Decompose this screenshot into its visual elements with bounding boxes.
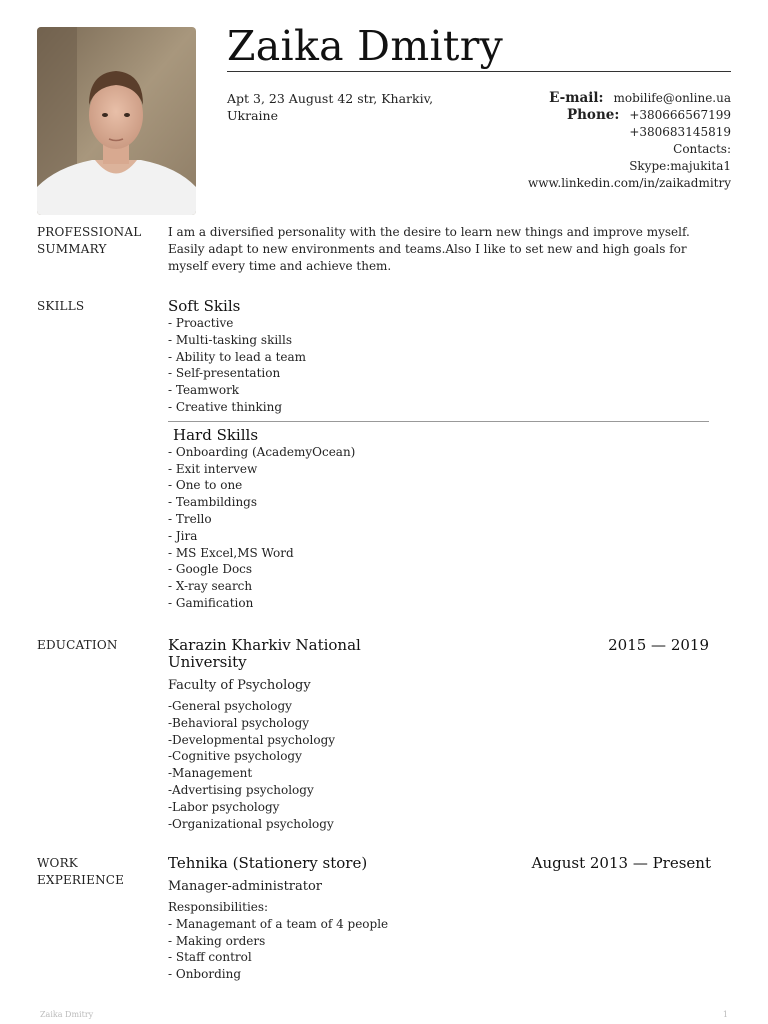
list-item: - Ability to lead a team — [168, 349, 307, 364]
soft-skills-title: Soft Skils — [168, 297, 241, 315]
duties-list — [168, 916, 711, 983]
contacts-label: Contacts: — [673, 142, 731, 156]
skills-section — [168, 298, 709, 612]
work-section — [168, 855, 711, 983]
phone-value-2[interactable]: +380683145819 — [629, 125, 731, 139]
courses-list — [168, 698, 709, 832]
work-label-line-1: WORK — [37, 856, 78, 870]
list-item: -Organizational psychology — [168, 816, 334, 831]
education-header — [168, 637, 709, 671]
school-name-line-2: University — [168, 653, 247, 671]
list-item: -Labor psychology — [168, 799, 280, 814]
skills-divider — [168, 421, 709, 422]
hard-skills-title: Hard Skills — [173, 425, 259, 444]
footer-page-number: 1 — [722, 1010, 728, 1019]
linkedin-link[interactable]: www.linkedin.com/in/zaikadmitry — [528, 176, 731, 190]
summary-line-2: Easily adapt to new environments and teams.Also I like to set new and high goals for — [168, 242, 687, 256]
list-item: - Trello — [168, 511, 212, 526]
list-item: -Cognitive psychology — [168, 749, 302, 764]
list-item: -Behavioral psychology — [168, 715, 310, 730]
list-item: -Developmental psychology — [168, 732, 336, 747]
skills-label: SKILLS — [37, 299, 85, 313]
phone-value-1[interactable]: +380666567199 — [629, 108, 731, 122]
work-dates: August 2013 — Present — [531, 854, 711, 872]
address-line-1: Apt 3, 23 August 42 str, Kharkiv, — [227, 91, 434, 106]
address-line-2: Ukraine — [227, 108, 278, 123]
list-item: - Self-presentation — [168, 366, 281, 381]
list-item: - Jira — [168, 528, 198, 543]
list-item: - Gamification — [168, 595, 254, 610]
list-item: -Advertising psychology — [168, 782, 314, 797]
list-item: - Exit intervew — [168, 461, 258, 476]
phone-row — [431, 107, 731, 124]
candidate-name: Zaika Dmitry — [227, 22, 504, 70]
list-item: - Google Docs — [168, 562, 253, 577]
portrait-image — [37, 27, 196, 215]
job-title: Manager-administrator — [168, 879, 323, 894]
profile-photo — [37, 27, 196, 215]
hard-skills-list — [168, 444, 709, 612]
list-item: - Multi-tasking skills — [168, 332, 293, 347]
company-name: Tehnika (Stationery store) — [168, 854, 368, 872]
work-label-line-2: EXPERIENCE — [37, 873, 125, 887]
email-row — [431, 90, 731, 107]
footer-name: Zaika Dmitry — [40, 1010, 94, 1019]
list-item: - Making orders — [168, 933, 266, 948]
list-item: - One to one — [168, 478, 243, 493]
summary-line-3: myself every time and achieve them. — [168, 259, 392, 273]
education-section — [168, 637, 709, 832]
contact-block — [431, 90, 731, 192]
soft-skills-list — [168, 315, 709, 416]
list-item: - Onbording — [168, 967, 242, 982]
school-name-line-1: Karazin Kharkiv National — [168, 636, 361, 654]
education-dates: 2015 — 2019 — [608, 636, 709, 654]
address — [227, 90, 457, 124]
faculty-name: Faculty of Psychology — [168, 678, 311, 693]
list-item: - MS Excel,MS Word — [168, 545, 294, 560]
summary-text — [168, 224, 708, 275]
summary-label-line-1: PROFESSIONAL — [37, 225, 142, 239]
list-item: - Proactive — [168, 316, 234, 330]
list-item: - X-ray search — [168, 579, 253, 594]
phone-label: Phone: — [566, 107, 620, 123]
list-item: - Teambildings — [168, 495, 258, 510]
list-item: -General psychology — [168, 699, 292, 713]
list-item: - Creative thinking — [168, 399, 283, 414]
list-item: - Managemant of a team of 4 people — [168, 916, 389, 931]
email-label: E-mail: — [549, 90, 604, 106]
summary-label-line-2: SUMMARY — [37, 242, 107, 256]
skype-value[interactable]: Skype:majukita1 — [629, 159, 731, 173]
header-divider — [227, 71, 731, 72]
summary-line-1: I am a diversified personality with the desire to learn new things and improve myself. — [168, 225, 690, 239]
education-label: EDUCATION — [37, 638, 118, 652]
school-name — [168, 637, 408, 671]
summary-label — [37, 224, 141, 258]
list-item: -Management — [168, 766, 253, 781]
work-label — [37, 855, 124, 889]
list-item: - Staff control — [168, 950, 252, 965]
responsibilities-label: Responsibilities: — [168, 900, 269, 914]
work-header — [168, 855, 711, 872]
email-value[interactable]: mobilife@online.ua — [613, 91, 731, 105]
list-item: - Onboarding (AcademyOcean) — [168, 444, 356, 459]
list-item: - Teamwork — [168, 383, 240, 398]
